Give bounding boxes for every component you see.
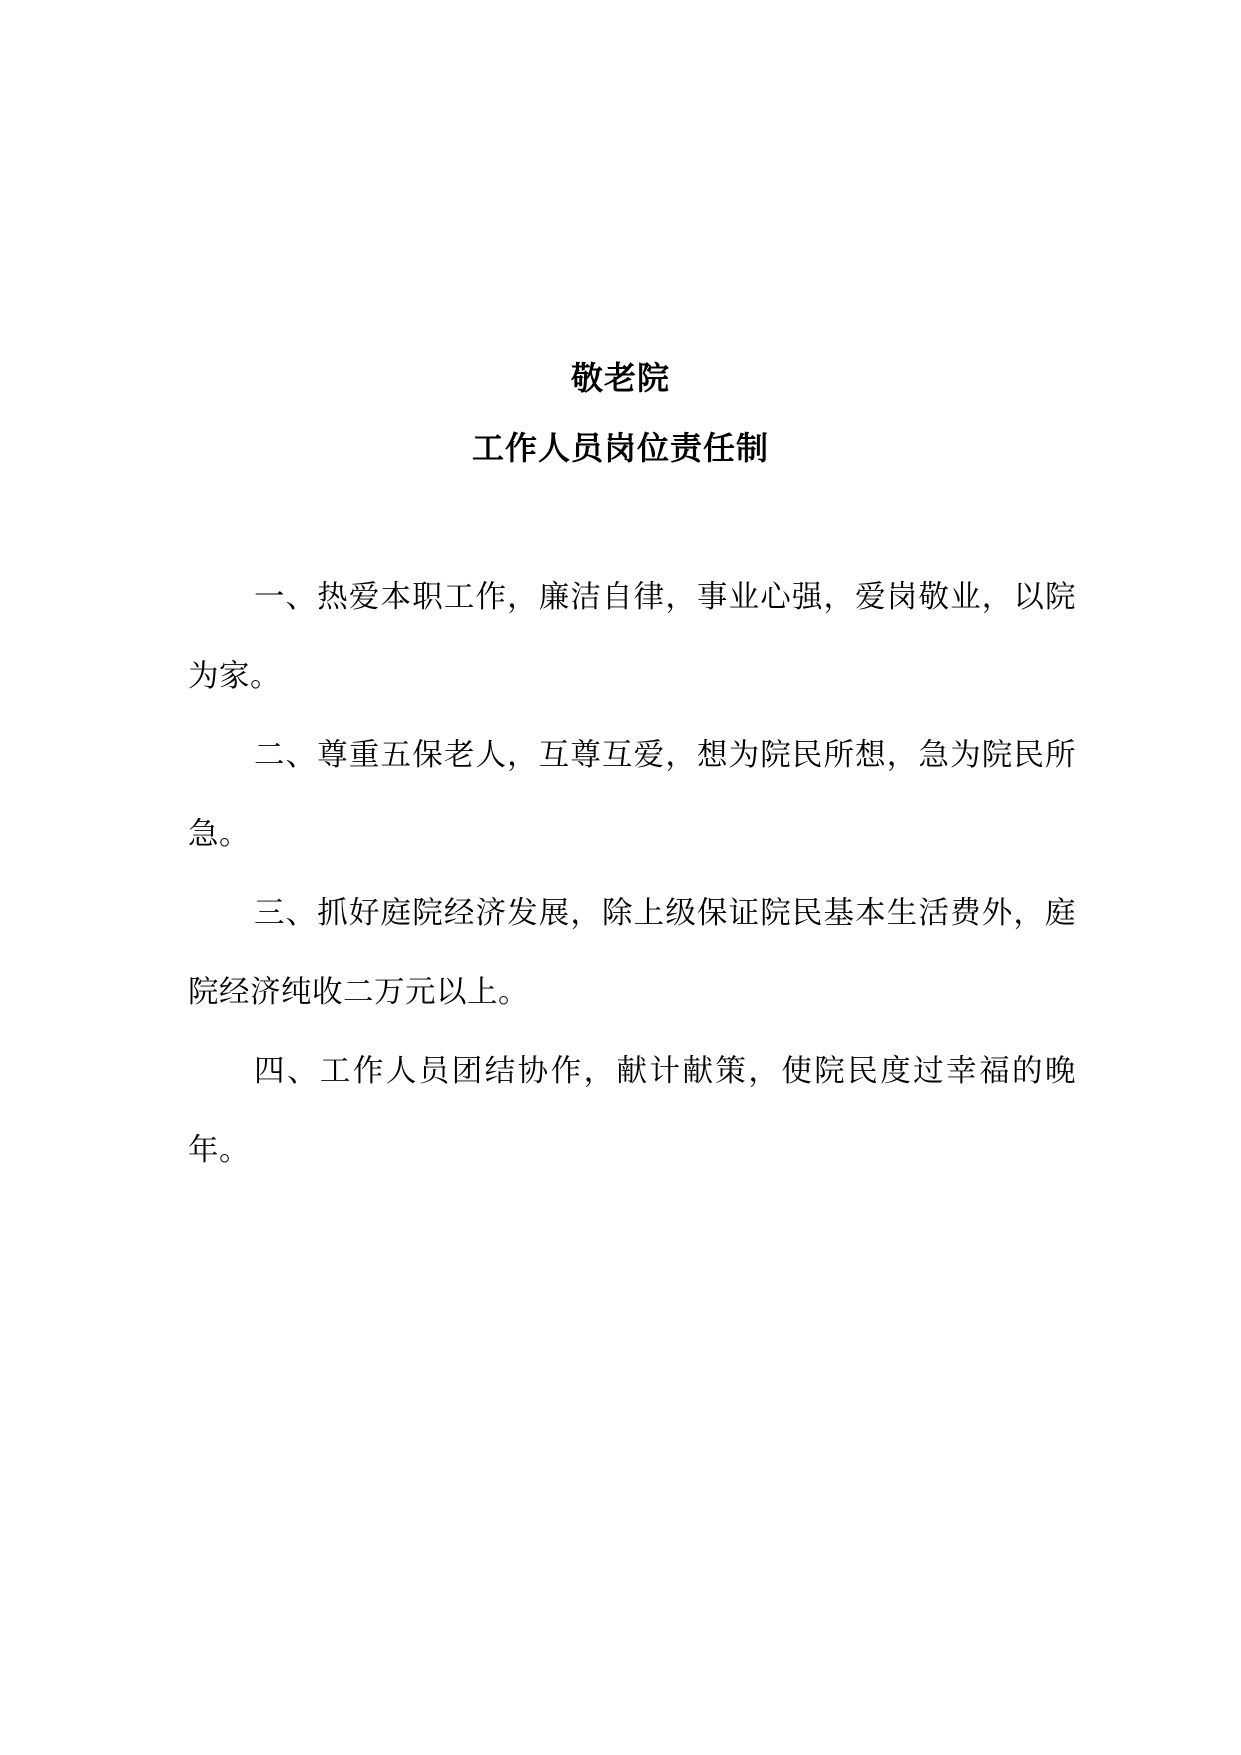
document-subtitle: 工作人员岗位责任制 [471, 429, 769, 467]
document-title: 敬老院 [570, 359, 670, 397]
paragraph-4: 四、工作人员团结协作，献计献策，使院民度过幸福的晚年。 [188, 1054, 1076, 1168]
paragraph-3: 三、抓好庭院经济发展，除上级保证院民基本生活费外，庭院经济纯收二万元以上。 [188, 896, 1076, 1010]
paragraph-2: 二、尊重五保老人，互尊互爱，想为院民所想，急为院民所急。 [188, 738, 1076, 852]
paragraph-1: 一、热爱本职工作，廉洁自律，事业心强，爱岗敬业，以院为家。 [188, 580, 1076, 694]
document-body [188, 558, 1076, 1190]
